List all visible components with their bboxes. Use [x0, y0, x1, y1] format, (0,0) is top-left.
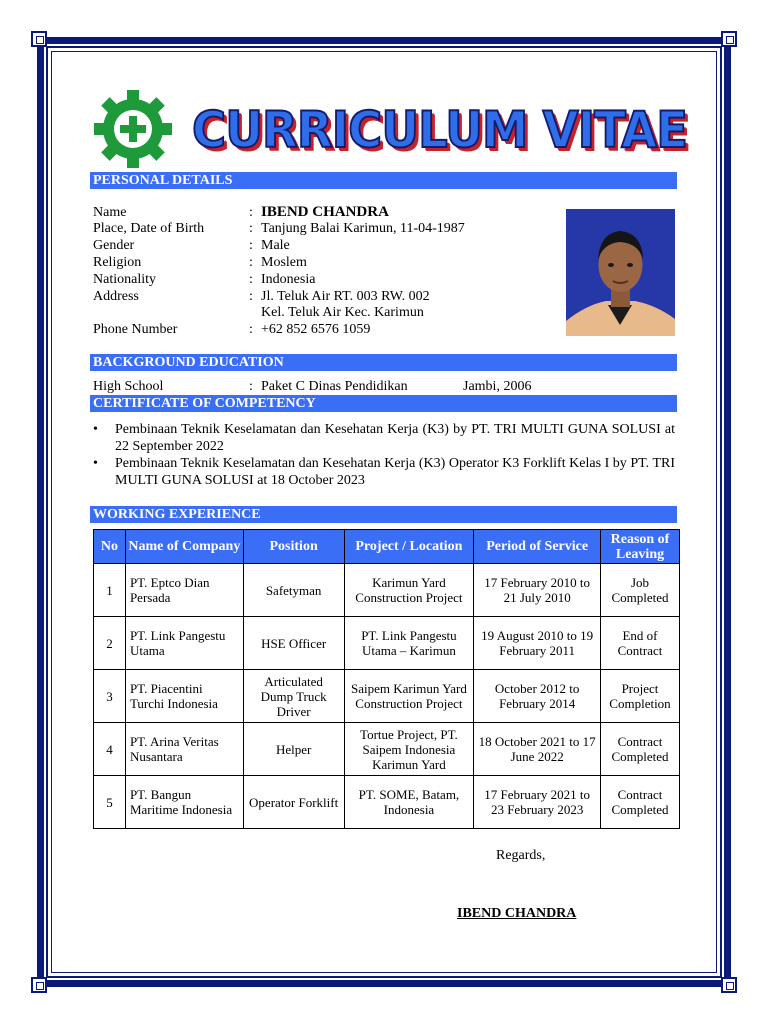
closing-regards: Regards, [496, 848, 546, 863]
cell-project: Karimun Yard Construction Project [344, 564, 474, 617]
bullet-icon: • [93, 422, 98, 437]
corner-ornament-top-right [721, 31, 737, 47]
cell-position: Articulated Dump Truck Driver [243, 670, 344, 723]
cell-no: 2 [94, 617, 126, 670]
bullet-icon: • [93, 456, 98, 471]
cell-no: 5 [94, 776, 126, 829]
table-row [94, 776, 680, 829]
corner-ornament-bottom-left [31, 977, 47, 993]
certificate-item: • Pembinaan Teknik Keselamatan dan Kesehatan Kerja (K3) Operator K3 Forklift Kelas I by PT. TRI MULTI GUNA SOLUSI at 18 October 2023 [93, 456, 675, 488]
cell-no: 3 [94, 670, 126, 723]
field-value: Male [261, 238, 290, 253]
cell-project: Saipem Karimun Yard Construction Project [344, 670, 474, 723]
cell-company: PT. Link Pangestu Utama [125, 617, 243, 670]
cell-reason: Project Completion [601, 670, 680, 723]
cell-position: HSE Officer [243, 617, 344, 670]
cell-reason: End of Contract [601, 617, 680, 670]
table-row [94, 617, 680, 670]
colon: : [249, 272, 253, 287]
cell-company: PT. Piacentini Turchi Indonesia [125, 670, 243, 723]
field-label: Nationality [93, 272, 156, 287]
column-header-company: Name of Company [125, 530, 243, 564]
corner-ornament-bottom-right [721, 977, 737, 993]
cell-position: Helper [243, 723, 344, 776]
table-row [94, 670, 680, 723]
cell-period: 17 February 2021 to 23 February 2023 [474, 776, 601, 829]
field-label: Name [93, 205, 127, 220]
cell-project: Tortue Project, PT. Saipem Indonesia Karimun Yard [344, 723, 474, 776]
cell-period: 18 October 2021 to 17 June 2022 [474, 723, 601, 776]
field-value: Indonesia [261, 272, 316, 287]
table-header-row [94, 530, 680, 564]
cell-company: PT. Arina Veritas Nusantara [125, 723, 243, 776]
colon: : [249, 255, 253, 270]
cell-reason: Contract Completed [601, 723, 680, 776]
cell-period: October 2012 to February 2014 [474, 670, 601, 723]
column-header-period: Period of Service [474, 530, 601, 564]
cell-reason: Job Completed [601, 564, 680, 617]
cell-no: 4 [94, 723, 126, 776]
education-row [93, 379, 653, 396]
colon: : [249, 289, 253, 304]
education-school: Paket C Dinas Pendidikan [261, 379, 408, 394]
corner-ornament-top-left [31, 31, 47, 47]
cell-no: 1 [94, 564, 126, 617]
cell-project: PT. Link Pangestu Utama – Karimun [344, 617, 474, 670]
column-header-position: Position [243, 530, 344, 564]
field-label: Phone Number [93, 322, 178, 337]
education-place-year: Jambi, 2006 [463, 379, 532, 394]
section-background-education: BACKGROUND EDUCATION [90, 354, 677, 371]
k3-safety-gear-logo-icon [92, 88, 174, 170]
cell-position: Operator Forklift [243, 776, 344, 829]
field-label: Place, Date of Birth [93, 221, 205, 236]
work-experience-table [93, 529, 680, 829]
colon: : [249, 205, 253, 220]
cell-project: PT. SOME, Batam, Indonesia [344, 776, 474, 829]
column-header-no: No [94, 530, 126, 564]
section-working-experience: WORKING EXPERIENCE [90, 506, 677, 523]
education-level: High School [93, 379, 164, 394]
certificate-list [93, 421, 675, 489]
field-value-name: IBEND CHANDRA [261, 204, 389, 220]
cell-company: PT. Bangun Maritime Indonesia [125, 776, 243, 829]
table-row [94, 723, 680, 776]
cv-title: CURRICULUM VITAE [192, 101, 688, 159]
colon: : [249, 238, 253, 253]
section-certificate-of-competency: CERTIFICATE OF COMPETENCY [90, 395, 677, 412]
profile-photo [566, 209, 675, 336]
table-row [94, 564, 680, 617]
cell-period: 17 February 2010 to 21 July 2010 [474, 564, 601, 617]
cell-position: Safetyman [243, 564, 344, 617]
signature-name: IBEND CHANDRA [457, 906, 577, 921]
field-value: Tanjung Balai Karimun, 11-04-1987 [261, 221, 465, 236]
colon: : [249, 379, 253, 394]
field-value: +62 852 6576 1059 [261, 322, 371, 337]
field-value: Kel. Teluk Air Kec. Karimun [261, 305, 424, 320]
column-header-project: Project / Location [344, 530, 474, 564]
cell-company: PT. Eptco Dian Persada [125, 564, 243, 617]
cell-reason: Contract Completed [601, 776, 680, 829]
column-header-reason: Reason of Leaving [601, 530, 680, 564]
field-value: Moslem [261, 255, 307, 270]
field-label: Address [93, 289, 139, 304]
section-personal-details: PERSONAL DETAILS [90, 172, 677, 189]
field-value: Jl. Teluk Air RT. 003 RW. 002 [261, 289, 430, 304]
field-label: Religion [93, 255, 142, 270]
colon: : [249, 221, 253, 236]
certificate-item: • Pembinaan Teknik Keselamatan dan Kesehatan Kerja (K3) by PT. TRI MULTI GUNA SOLUSI at 22 September 2022 [93, 422, 675, 454]
colon: : [249, 322, 253, 337]
field-label: Gender [93, 238, 135, 253]
cell-period: 19 August 2010 to 19 February 2011 [474, 617, 601, 670]
